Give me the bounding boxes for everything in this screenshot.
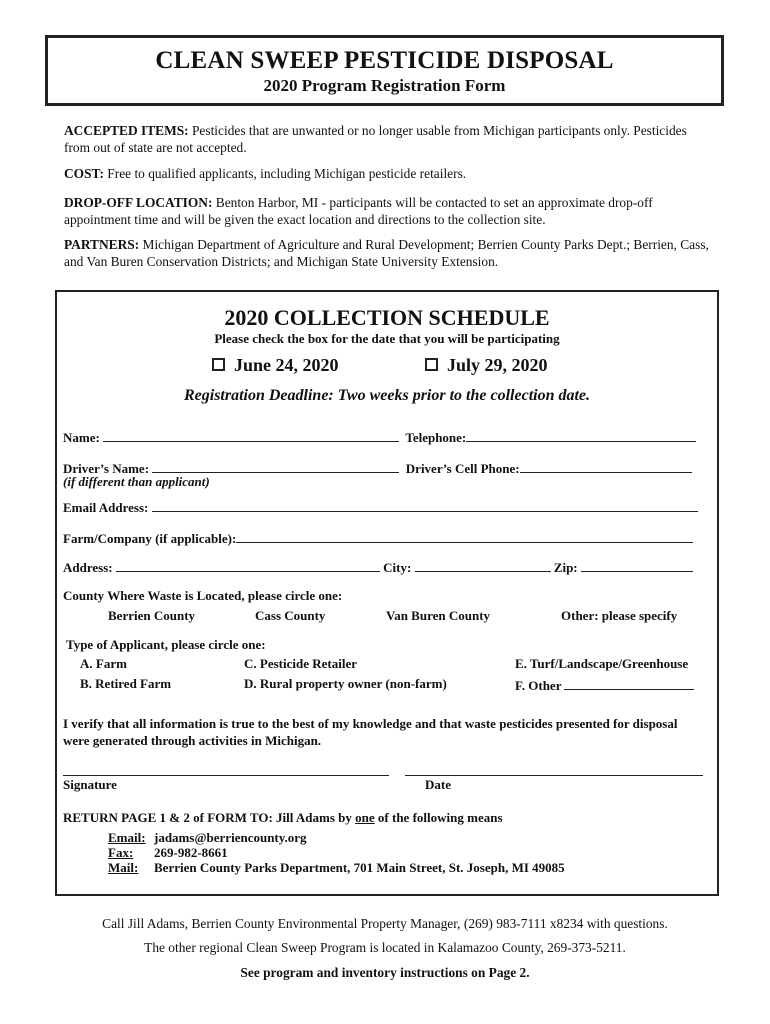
return-instructions: [63, 810, 503, 826]
footer-page2-note: See program and inventory instructions on Page 2.: [240, 965, 530, 980]
driver-note: (if different than applicant): [63, 474, 210, 489]
email-method-value[interactable]: jadams@berriencounty.org: [154, 830, 307, 845]
county-option-cass[interactable]: Cass County: [255, 608, 326, 623]
name-field[interactable]: [103, 428, 399, 442]
driver-name-field[interactable]: [152, 459, 399, 473]
farm-row: [63, 529, 693, 547]
dropoff-paragraph: [64, 194, 714, 228]
zip-label: Zip:: [553, 560, 578, 575]
name-label: Name:: [63, 430, 100, 445]
verification-statement: I verify that all information is true to the best of my knowledge and that waste pesticides presented for disposal were generated through activities in Michigan.: [63, 716, 678, 748]
partners-label: PARTNERS:: [64, 237, 140, 252]
zip-field[interactable]: [581, 558, 693, 572]
email-method-label: Email:: [108, 830, 146, 845]
applicant-option-d[interactable]: D. Rural property owner (non-farm): [244, 676, 447, 691]
signature-label: Signature: [63, 777, 117, 792]
schedule-instruction: Please check the box for the date that you will be participating: [214, 331, 560, 346]
address-label: Address:: [63, 560, 113, 575]
address-row: [63, 558, 693, 576]
footer-regional-line: The other regional Clean Sweep Program is located in Kalamazoo County, 269-373-5211.: [144, 940, 626, 955]
title-box: [45, 35, 724, 106]
date-option-july[interactable]: [425, 355, 548, 376]
applicant-other-field[interactable]: [564, 676, 694, 690]
city-label: City:: [383, 560, 412, 575]
email-row: [63, 498, 698, 516]
accepted-items-paragraph: [64, 122, 714, 156]
date-label: Date: [425, 777, 451, 792]
signature-field[interactable]: [63, 775, 389, 776]
dropoff-text: Benton Harbor, MI - participants will be contacted to set an approximate drop-off appointment time and will be given the exact location and directions to the collection site.: [64, 195, 653, 227]
farm-company-field[interactable]: [236, 529, 693, 543]
registration-deadline: Registration Deadline: Two weeks prior to the collection date.: [183, 387, 591, 404]
july-checkbox[interactable]: [425, 358, 438, 371]
footer-contact-line: Call Jill Adams, Berrien County Environmental Property Manager, (269) 983-7111 x8234 with questions.: [102, 916, 668, 931]
cost-paragraph: [64, 165, 714, 182]
county-option-other[interactable]: Other: please specify: [561, 608, 678, 623]
page-title: CLEAN SWEEP PESTICIDE DISPOSAL: [155, 47, 614, 74]
accepted-items-text: Pesticides that are unwanted or no longer usable from Michigan participants only. Pesticides from out of state are not accepted.: [64, 123, 687, 155]
partners-text: Michigan Department of Agriculture and Rural Development; Berrien County Parks Dept.; Berrien, Cass, and Van Buren Conservation Districts; and Michigan State University Extension.: [64, 237, 709, 269]
email-address-label: Email Address:: [63, 500, 149, 515]
county-option-van-buren[interactable]: Van Buren County: [386, 608, 491, 623]
driver-name-label: Driver’s Name:: [63, 461, 150, 476]
fax-method-label: Fax:: [108, 845, 134, 860]
applicant-type-label: Type of Applicant, please circle one:: [66, 637, 266, 652]
date-field[interactable]: [405, 775, 703, 776]
applicant-option-f-label: F. Other: [515, 678, 562, 693]
fax-method-value: 269-982-8661: [154, 845, 228, 860]
cost-label: COST:: [64, 166, 104, 181]
applicant-option-f[interactable]: [515, 676, 694, 694]
june-checkbox[interactable]: [212, 358, 225, 371]
telephone-field[interactable]: [466, 428, 696, 442]
date-option-june[interactable]: [212, 355, 339, 376]
city-field[interactable]: [415, 558, 551, 572]
applicant-option-b[interactable]: B. Retired Farm: [80, 676, 172, 691]
dropoff-label: DROP-OFF LOCATION:: [64, 195, 213, 210]
driver-cell-label: Driver’s Cell Phone:: [405, 461, 520, 476]
county-label: County Where Waste is Located, please circle one:: [63, 588, 343, 603]
june-date-label: June 24, 2020: [234, 355, 339, 375]
applicant-option-a[interactable]: A. Farm: [80, 656, 127, 671]
partners-paragraph: [64, 236, 714, 270]
return-suffix: of the following means: [374, 810, 503, 825]
name-row: [63, 428, 696, 446]
july-date-label: July 29, 2020: [447, 355, 548, 375]
return-one: one: [355, 810, 375, 825]
mail-method-label: Mail:: [108, 860, 139, 875]
page-subtitle: 2020 Program Registration Form: [263, 76, 506, 95]
cost-text: Free to qualified applicants, including Michigan pesticide retailers.: [107, 166, 467, 181]
telephone-label: Telephone:: [405, 430, 467, 445]
applicant-option-c[interactable]: C. Pesticide Retailer: [244, 656, 357, 671]
return-prefix: RETURN PAGE 1 & 2 of FORM TO: Jill Adams by: [63, 810, 356, 825]
schedule-title: 2020 COLLECTION SCHEDULE: [224, 305, 550, 330]
address-field[interactable]: [116, 558, 380, 572]
farm-company-label: Farm/Company (if applicable):: [63, 531, 237, 546]
driver-cell-field[interactable]: [520, 459, 692, 473]
accepted-items-label: ACCEPTED ITEMS:: [64, 123, 189, 138]
email-address-field[interactable]: [152, 498, 698, 512]
county-option-berrien[interactable]: Berrien County: [108, 608, 196, 623]
mail-method-value: Berrien County Parks Department, 701 Main Street, St. Joseph, MI 49085: [154, 860, 565, 875]
applicant-option-e[interactable]: E. Turf/Landscape/Greenhouse: [515, 656, 689, 671]
